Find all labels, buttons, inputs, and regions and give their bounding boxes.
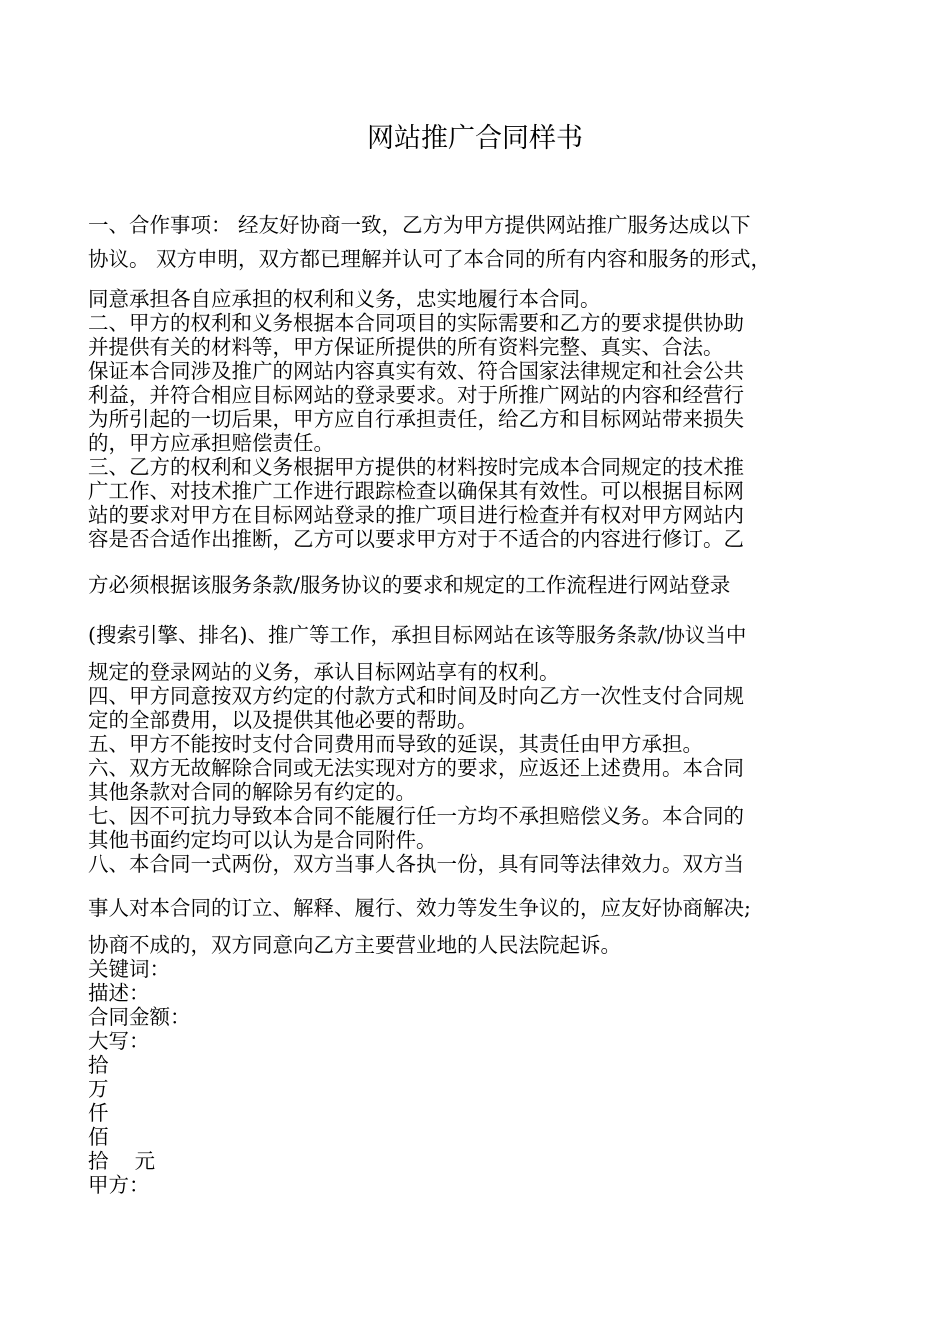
text-line: 站的要求对甲方在目标网站登录的推广项目进行检查并有权对甲方网站内 <box>88 503 744 527</box>
contract-text-block-5 <box>88 620 864 650</box>
text-line: 二、甲方的权利和义务根据本合同项目的实际需要和乙方的要求提供协助 <box>88 311 744 335</box>
amount-unit-shi-1: 拾 <box>88 1053 109 1077</box>
party-a-label: 甲方： <box>88 1173 150 1197</box>
text-line: 四、甲方同意按双方约定的付款方式和时间及时向乙方一次性支付合同规 <box>88 684 744 708</box>
field-amount-label: 合同金额： <box>88 1005 191 1029</box>
text-line: 三、乙方的权利和义务根据甲方提供的材料按时完成本合同规定的技术推 <box>88 455 744 479</box>
contract-text-block-6 <box>88 660 864 876</box>
text-line: 的，甲方应承担赔偿责任。 <box>88 431 334 455</box>
amount-unit-bai: 佰 <box>88 1125 109 1149</box>
text-line: 保证本合同涉及推广的网站内容真实有效、符合国家法律规定和社会公共 <box>88 359 744 383</box>
document-title: 网站推广合同样书 <box>367 123 583 154</box>
amount-unit-qian: 仟 <box>88 1101 109 1125</box>
text-line: 六、双方无故解除合同或无法实现对方的要求，应返还上述费用。本合同 <box>88 756 744 780</box>
text-line: 利益，并符合相应目标网站的登录要求。对于所推广网站的内容和经营行 <box>88 383 744 407</box>
contract-text-block-1 <box>88 210 864 240</box>
text-line: 七、因不可抗力导致本合同不能履行任一方均不承担赔偿义务。本合同的 <box>88 804 744 828</box>
text-line: 方必须根据该服务条款/服务协议的要求和规定的工作流程进行网站登录 <box>88 573 731 597</box>
text-line: 同意承担各自应承担的权利和义务，忠实地履行本合同。 <box>88 287 601 311</box>
text-line: 定的全部费用，以及提供其他必要的帮助。 <box>88 708 478 732</box>
text-line: 容是否合适作出推断，乙方可以要求甲方对于不适合的内容进行修订。乙 <box>88 527 744 551</box>
contract-text-block-7 <box>88 893 864 923</box>
amount-unit-shi-yuan: 拾 元 <box>88 1149 156 1173</box>
contract-text-block-4 <box>88 570 864 600</box>
text-line: 协议。 双方申明，双方都已理解并认可了本合同的所有内容和服务的形式， <box>88 247 772 271</box>
text-line: (搜索引擎、排名)、推广等工作，承担目标网站在该等服务条款/协议当中 <box>88 623 747 647</box>
text-line: 广工作、对技术推广工作进行跟踪检查以确保其有效性。可以根据目标网 <box>88 479 744 503</box>
text-line: 为所引起的一切后果，甲方应自行承担责任，给乙方和目标网站带来损失 <box>88 407 744 431</box>
text-line: 其他条款对合同的解除另有约定的。 <box>88 780 416 804</box>
text-line: 一、合作事项： 经友好协商一致，乙方为甲方提供网站推广服务达成以下 <box>88 213 751 237</box>
contract-text-block-3 <box>88 287 864 551</box>
text-line: 其他书面约定均可以认为是合同附件。 <box>88 828 437 852</box>
field-description-label: 描述： <box>88 981 150 1005</box>
text-line: 协商不成的，双方同意向乙方主要营业地的人民法院起诉。 <box>88 933 621 957</box>
text-line: 并提供有关的材料等，甲方保证所提供的所有资料完整、真实、合法。 <box>88 335 724 359</box>
contract-text-block-2 <box>88 244 864 274</box>
field-keywords-label: 关键词： <box>88 957 170 981</box>
contract-text-block-8 <box>88 933 864 1197</box>
text-line: 八、本合同一式两份，双方当事人各执一份，具有同等法律效力。双方当 <box>88 852 744 876</box>
text-line: 五、甲方不能按时支付合同费用而导致的延误，其责任由甲方承担。 <box>88 732 703 756</box>
text-line: 规定的登录网站的义务，承认目标网站享有的权利。 <box>88 660 560 684</box>
text-line: 事人对本合同的订立、解释、履行、效力等发生争议的，应友好协商解决; <box>88 896 751 920</box>
field-amount-uppercase-label: 大写： <box>88 1029 150 1053</box>
amount-unit-wan: 万 <box>88 1077 109 1101</box>
